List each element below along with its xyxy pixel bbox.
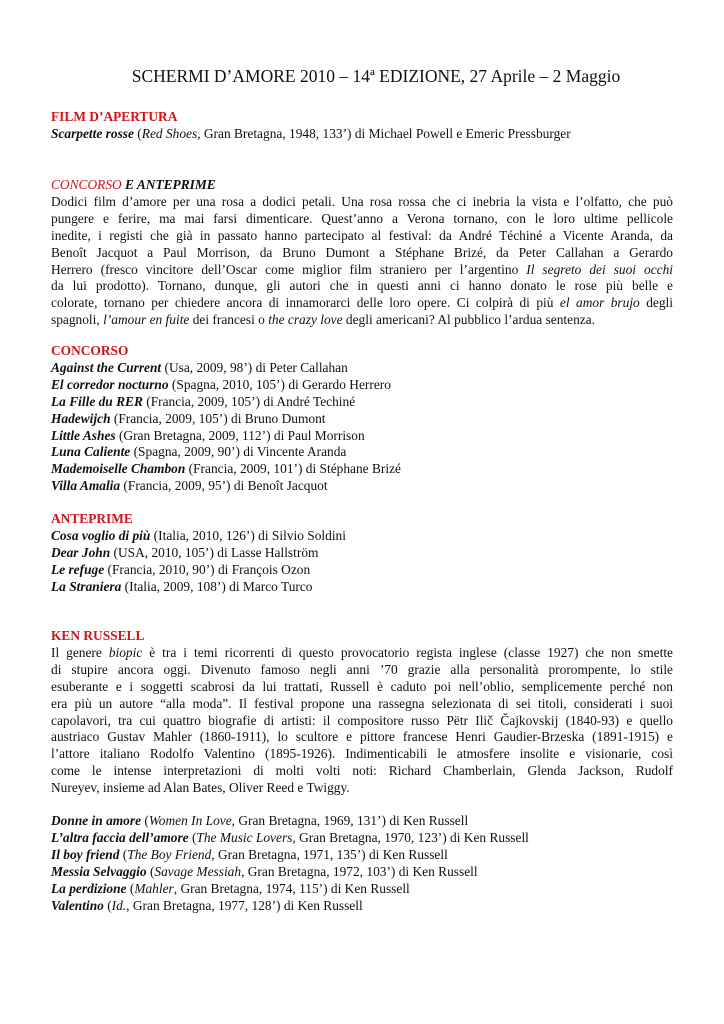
paragraph-line bbox=[51, 262, 673, 279]
film-original-title: Savage Messiah bbox=[154, 863, 242, 879]
film-original-title: The Boy Friend bbox=[127, 846, 212, 862]
film-info: ( bbox=[119, 846, 128, 862]
italic-title: el amor brujo bbox=[559, 295, 640, 311]
film-title: Hadewijch bbox=[51, 410, 111, 426]
film-title: El corredor nocturno bbox=[51, 376, 169, 392]
section-heading-concorso: CONCORSO bbox=[51, 343, 129, 358]
film-entry bbox=[51, 360, 673, 377]
film-entry bbox=[51, 579, 673, 596]
film-title: Dear John bbox=[51, 544, 111, 560]
paragraph-line bbox=[51, 645, 673, 662]
text-run: dei francesi o bbox=[189, 312, 269, 328]
section-ken-russell bbox=[51, 628, 673, 797]
paragraph-line: l’attore italiano Rodolfo Valentino (1895-1926). Indimenticabili le atmosfere insolite e visionarie, così bbox=[51, 746, 673, 762]
intro-paragraph bbox=[51, 194, 673, 329]
section-heading-concorso-anteprime bbox=[51, 177, 673, 194]
film-entry bbox=[51, 562, 673, 579]
heading-part-anteprime: E ANTEPRIME bbox=[121, 177, 216, 192]
italic-term: biopic bbox=[108, 644, 143, 660]
heading-part-concorso: CONCORSO bbox=[51, 177, 122, 192]
film-info: ( bbox=[188, 829, 197, 845]
film-entry bbox=[51, 813, 673, 830]
paragraph-line: capolavori, tra cui quattro biografie di artisti: il compositore russo Pëtr Ilič Čajkovskij (1840-93) e quello bbox=[51, 712, 673, 728]
film-title: La perdizione bbox=[51, 880, 127, 896]
film-info: (Italia, 2009, 108’) di Marco Turco bbox=[121, 578, 313, 594]
film-title: Valentino bbox=[51, 897, 104, 913]
section-anteprime bbox=[51, 511, 673, 596]
film-entry bbox=[51, 847, 673, 864]
section-concorso bbox=[51, 343, 673, 495]
film-info: ( bbox=[126, 880, 135, 896]
film-title: Luna Caliente bbox=[51, 444, 131, 460]
film-info: (Francia, 2009, 105’) di Bruno Dumont bbox=[110, 410, 326, 426]
film-info: ( bbox=[133, 125, 142, 141]
film-info: Gran Bretagna, 1970, 123’) di Ken Russell bbox=[295, 829, 529, 845]
film-info: , Gran Bretagna, 1948, 133’) di Michael Powell e Emeric Pressburger bbox=[197, 125, 571, 141]
film-info: (Spagna, 2009, 90’) di Vincente Aranda bbox=[130, 444, 347, 460]
text-run: colorate, tornano per chiedere ancora di innamorarci delle loro opere. Ci colpirà di più bbox=[51, 295, 560, 311]
italic-title: Il segreto dei suoi occhi bbox=[526, 261, 674, 277]
film-info: ( bbox=[141, 813, 149, 828]
film-original-title: Mahler bbox=[134, 880, 174, 896]
film-title: Scarpette rosse bbox=[51, 125, 134, 141]
film-title: Cosa voglio di più bbox=[51, 527, 151, 543]
film-entry bbox=[51, 864, 673, 881]
film-info: (Francia, 2009, 105’) di André Techiné bbox=[142, 393, 356, 409]
film-info: (Francia, 2010, 90’) di François Ozon bbox=[104, 561, 311, 577]
film-info: (Usa, 2009, 98’) di Peter Callahan bbox=[161, 359, 348, 375]
film-info: (Francia, 2009, 101’) di Stéphane Brizé bbox=[185, 461, 401, 477]
film-original-title: Red Shoes bbox=[141, 125, 198, 141]
ken-russell-paragraph bbox=[51, 645, 673, 797]
film-info: (Spagna, 2010, 105’) di Gerardo Herrero bbox=[168, 376, 391, 392]
film-title: Le refuge bbox=[51, 561, 105, 577]
paragraph-line: Nureyev, insieme ad Alan Bates, Oliver Reed e Twiggy. bbox=[51, 780, 350, 796]
section-concorso-anteprime bbox=[51, 177, 673, 329]
text-run: è tra i temi ricorrenti di questo provocatorio regista inglese (classe 1927) che non smette bbox=[142, 644, 673, 660]
film-title: Messia Selvaggio bbox=[51, 863, 147, 879]
text-run: Il genere bbox=[51, 644, 109, 660]
film-info: (Italia, 2010, 126’) di Silvio Soldini bbox=[150, 527, 346, 543]
section-apertura bbox=[51, 109, 673, 143]
film-entry bbox=[51, 444, 673, 461]
film-title: Against the Current bbox=[51, 359, 162, 375]
film-info: , Gran Bretagna, 1969, 131’) di Ken Russell bbox=[231, 813, 469, 828]
film-original-title: Id. bbox=[111, 897, 127, 913]
text-run: degli bbox=[639, 295, 673, 311]
film-entry bbox=[51, 461, 673, 478]
film-info: (Francia, 2009, 95’) di Benoît Jacquot bbox=[120, 478, 328, 494]
paragraph-line: da lui prodotto). Tornano, dunque, gli autori che in questi anni ci hanno donato le rose più belle e bbox=[51, 278, 673, 294]
paragraph-line: di stupire ancora oggi. Divenuto famoso negli anni ’70 grazie alla personalità prorompente, lo stile bbox=[51, 661, 673, 677]
section-heading-ken-russell: KEN RUSSELL bbox=[51, 628, 145, 643]
film-entry bbox=[51, 126, 673, 143]
film-title: La Fille du RER bbox=[51, 393, 143, 409]
text-run: degli americani? Al pubblico l’ardua sentenza. bbox=[342, 312, 596, 328]
film-entry bbox=[51, 377, 673, 394]
paragraph-line bbox=[51, 312, 673, 329]
paragraph-line: pungere e ferire, ma mai farsi dimenticare. Quest’anno a Verona tornano, con le loro ultime pellicole bbox=[51, 210, 673, 226]
paragraph-line: come le intense interpretazioni di molti volti noti: Richard Chamberlain, Glenda Jackson, Rudolf bbox=[51, 763, 673, 779]
italic-title: the crazy love bbox=[268, 312, 343, 328]
section-heading-apertura: FILM D’APERTURA bbox=[51, 109, 178, 124]
paragraph-line: era più un autore “alla moda”. Il festival propone una rassegna selezionata di sei titoli, considerati i suoi bbox=[51, 695, 673, 711]
paragraph-line: esuberante e i soggetti scabrosi da lui trattati, Russell è caduto poi nell’oblio, semplicemente perché non bbox=[51, 678, 673, 694]
section-heading-anteprime: ANTEPRIME bbox=[51, 511, 133, 526]
film-title: Donne in amore bbox=[51, 813, 142, 828]
film-info: , Gran Bretagna, 1971, 135’) di Ken Russell bbox=[211, 846, 448, 862]
film-info: (Gran Bretagna, 2009, 112’) di Paul Morrison bbox=[115, 427, 365, 443]
film-info: (USA, 2010, 105’) di Lasse Hallström bbox=[110, 544, 319, 560]
film-title: Villa Amalia bbox=[51, 478, 121, 494]
film-entry bbox=[51, 394, 673, 411]
paragraph-line bbox=[51, 295, 673, 312]
paragraph-line: inedite, i registi che già in passato hanno partecipato al festival: da André Téchiné a Vicente Aranda, da bbox=[51, 227, 673, 243]
page-title: SCHERMI D’AMORE 2010 – 14ª EDIZIONE, 27 Aprile – 2 Maggio bbox=[131, 66, 621, 86]
film-entry bbox=[51, 411, 673, 428]
film-entry bbox=[51, 881, 673, 898]
film-info: ( bbox=[146, 863, 155, 879]
ken-russell-film-list bbox=[51, 813, 673, 914]
film-info: ( bbox=[103, 897, 112, 913]
film-entry bbox=[51, 830, 673, 847]
film-info: , Gran Bretagna, 1972, 103’) di Ken Russell bbox=[241, 863, 478, 879]
film-info: , Gran Bretagna, 1977, 128’) di Ken Russell bbox=[126, 897, 363, 913]
film-info: , Gran Bretagna, 1974, 115’) di Ken Russell bbox=[173, 880, 410, 896]
film-title: Il boy friend bbox=[51, 846, 120, 862]
paragraph-line: austriaco Gustav Mahler (1860-1911), lo scultore e pittore francese Henri Gaudier-Brzeska (1891-1915) e bbox=[51, 729, 673, 745]
italic-title: l’amour en fuite bbox=[103, 312, 190, 328]
text-run: Herrero (fresco vincitore dell’Oscar come miglior film straniero per l’argentino bbox=[51, 261, 527, 277]
film-entry bbox=[51, 545, 673, 562]
film-title: Mademoiselle Chambon bbox=[51, 461, 186, 477]
film-entry bbox=[51, 898, 673, 915]
film-entry bbox=[51, 428, 673, 445]
film-title: L’altra faccia dell’amore bbox=[51, 829, 189, 845]
paragraph-line: Benoît Jacquot a Paul Morrison, da Bruno Dumont a Stéphane Brizé, da Peter Callahan a Gerardo bbox=[51, 244, 673, 260]
film-entry bbox=[51, 478, 673, 495]
text-run: spagnoli, bbox=[51, 312, 104, 328]
film-title: Little Ashes bbox=[51, 427, 116, 443]
film-original-title: The Music Lovers, bbox=[196, 829, 296, 845]
film-original-title: Women In Love bbox=[148, 813, 232, 828]
film-entry bbox=[51, 528, 673, 545]
film-title: La Straniera bbox=[51, 578, 122, 594]
paragraph-line: Dodici film d’amore per una rosa a dodici petali. Una rosa rossa che ci inebria la vista e l’olfatto, che può bbox=[51, 193, 673, 209]
